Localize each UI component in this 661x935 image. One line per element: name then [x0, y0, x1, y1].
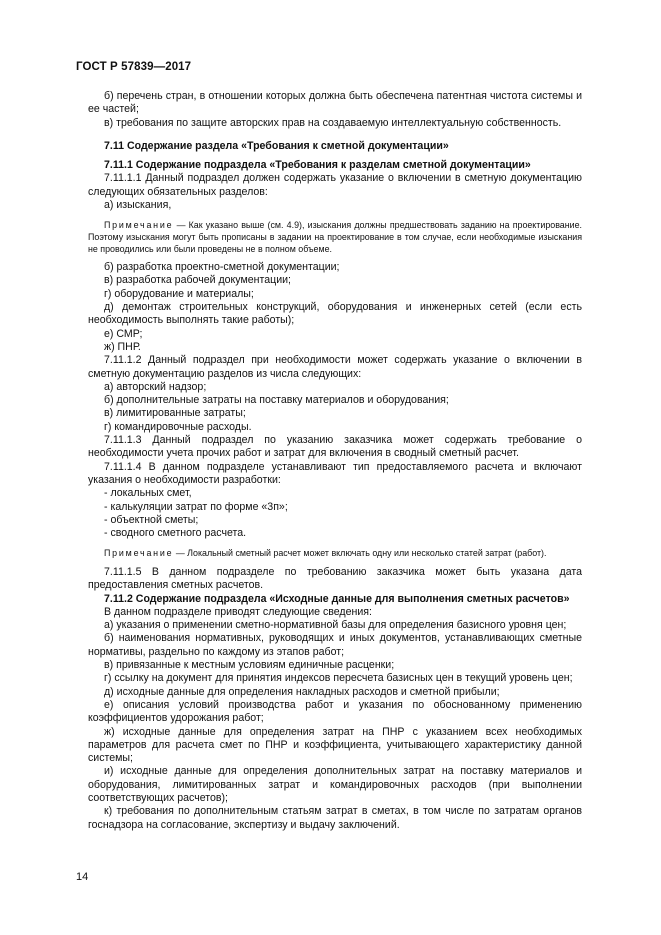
list-item: г) оборудование и материалы; [104, 287, 254, 300]
list-item: в) разработка рабочей документации; [104, 274, 291, 287]
section-heading-7-11: 7.11 Содержание раздела «Требования к сметной документации» [104, 139, 449, 152]
note-label: Примечание [104, 220, 174, 231]
list-item: ж) ПНР. [104, 340, 141, 353]
page-number: 14 [76, 871, 89, 883]
document-code-header: ГОСТ Р 57839—2017 [76, 61, 192, 73]
dash-item: - объектной сметы; [104, 513, 199, 526]
paragraph-7-11-1-3: 7.11.1.3 Данный подраздел по указанию заказчика может содержать требование о необходимости учета прочих работ и затрат для включения в сводный сметный расчет. [88, 434, 582, 460]
subsection-heading-7-11-1: 7.11.1 Содержание подраздела «Требования к разделам сметной документации» [104, 159, 531, 172]
list-item: г) командировочные расходы. [104, 420, 252, 433]
document-body [88, 90, 582, 832]
paragraph-7-11-1-1: 7.11.1.1 Данный подраздел должен содержать указание о включении в сметную документацию следующих обязательных разделов: [88, 172, 582, 198]
note-block [88, 548, 582, 560]
list-item: а) авторский надзор; [104, 380, 207, 393]
paragraph-7-11-1-5: 7.11.1.5 В данном подразделе по требованию заказчика может быть указана дата предоставления сметных расчетов. [88, 565, 582, 592]
note-label: Примечание [104, 548, 174, 559]
list-item: д) демонтаж строительных конструкций, оборудования и инженерных сетей (если есть необходимость выполнять такие работы); [88, 301, 582, 327]
list-item: б) разработка проектно-сметной документации; [104, 261, 340, 274]
list-item: и) исходные данные для определения дополнительных затрат на поставку материалов и оборудования, лимитированных затрат и командировочных расходов (при выполнении соответствующих расчетов); [88, 765, 582, 805]
list-item: а) изыскания, [104, 199, 172, 212]
list-item: б) дополнительные затраты на поставку материалов и оборудования; [104, 394, 449, 407]
list-item: в) лимитированные затраты; [104, 407, 246, 420]
list-item: е) СМР; [104, 327, 143, 340]
dash-item: - калькуляции затрат по форме «3п»; [104, 500, 288, 513]
list-item: а) указания о применении сметно-нормативной базы для определения базисного уровня цен; [104, 619, 567, 632]
list-item: б) перечень стран, в отношении которых должна быть обеспечена патентная чистота системы и ее частей; [88, 90, 582, 116]
list-item: е) описания условий производства работ и указания по обоснованному применению коэффициентов удорожания работ; [88, 698, 582, 725]
note-text: — Как указано выше (см. 4.9), изыскания должны предшествовать заданию на проектирование. Поэтому изыскания могут быть прописаны в задании на проектирование в том случае, если необходимые изыскания не проводились или были проведены не в полном объеме. [88, 220, 582, 254]
list-item: б) наименования нормативных, руководящих и иных документов, устанавливающих сметные нормативы, раздельно по каждому из этапов работ; [88, 632, 582, 658]
note-text: — Локальный сметный расчет может включать одну или несколько статей затрат (работ). [173, 548, 547, 559]
list-item: в) привязанные к местным условиям единичные расценки; [104, 659, 395, 672]
dash-item: - локальных смет, [104, 487, 192, 500]
subsection-heading-7-11-2: 7.11.2 Содержание подраздела «Исходные данные для выполнения сметных расчетов» [104, 592, 570, 605]
list-item: ж) исходные данные для определения затрат на ПНР с указанием всех необходимых параметров для расчета смет по ПНР и коэффициента, учитывающего характеристику данной системы; [88, 725, 582, 765]
paragraph-7-11-1-2: 7.11.1.2 Данный подраздел при необходимости может содержать указание о включении в сметную документацию разделов из числа следующих: [88, 354, 582, 380]
paragraph-7-11-1-4: 7.11.1.4 В данном подразделе устанавливают тип предоставляемого расчета и включают указания о необходимости разработки: [88, 460, 582, 486]
paragraph-intro: В данном подразделе приводят следующие сведения: [104, 605, 372, 618]
list-item: г) ссылку на документ для принятия индексов пересчета базисных цен в текущий уровень цен; [104, 672, 573, 685]
list-item: д) исходные данные для определения накладных расходов и сметной прибыли; [104, 685, 500, 698]
note-block [88, 220, 582, 255]
list-item: к) требования по дополнительным статьям затрат в сметах, в том числе по затратам органов госнадзора на согласование, экспертизу и выдачу заключений. [88, 805, 582, 831]
dash-item: - сводного сметного расчета. [104, 527, 247, 540]
list-item: в) требования по защите авторских прав на создаваемую интеллектуальную собственность. [104, 116, 562, 129]
